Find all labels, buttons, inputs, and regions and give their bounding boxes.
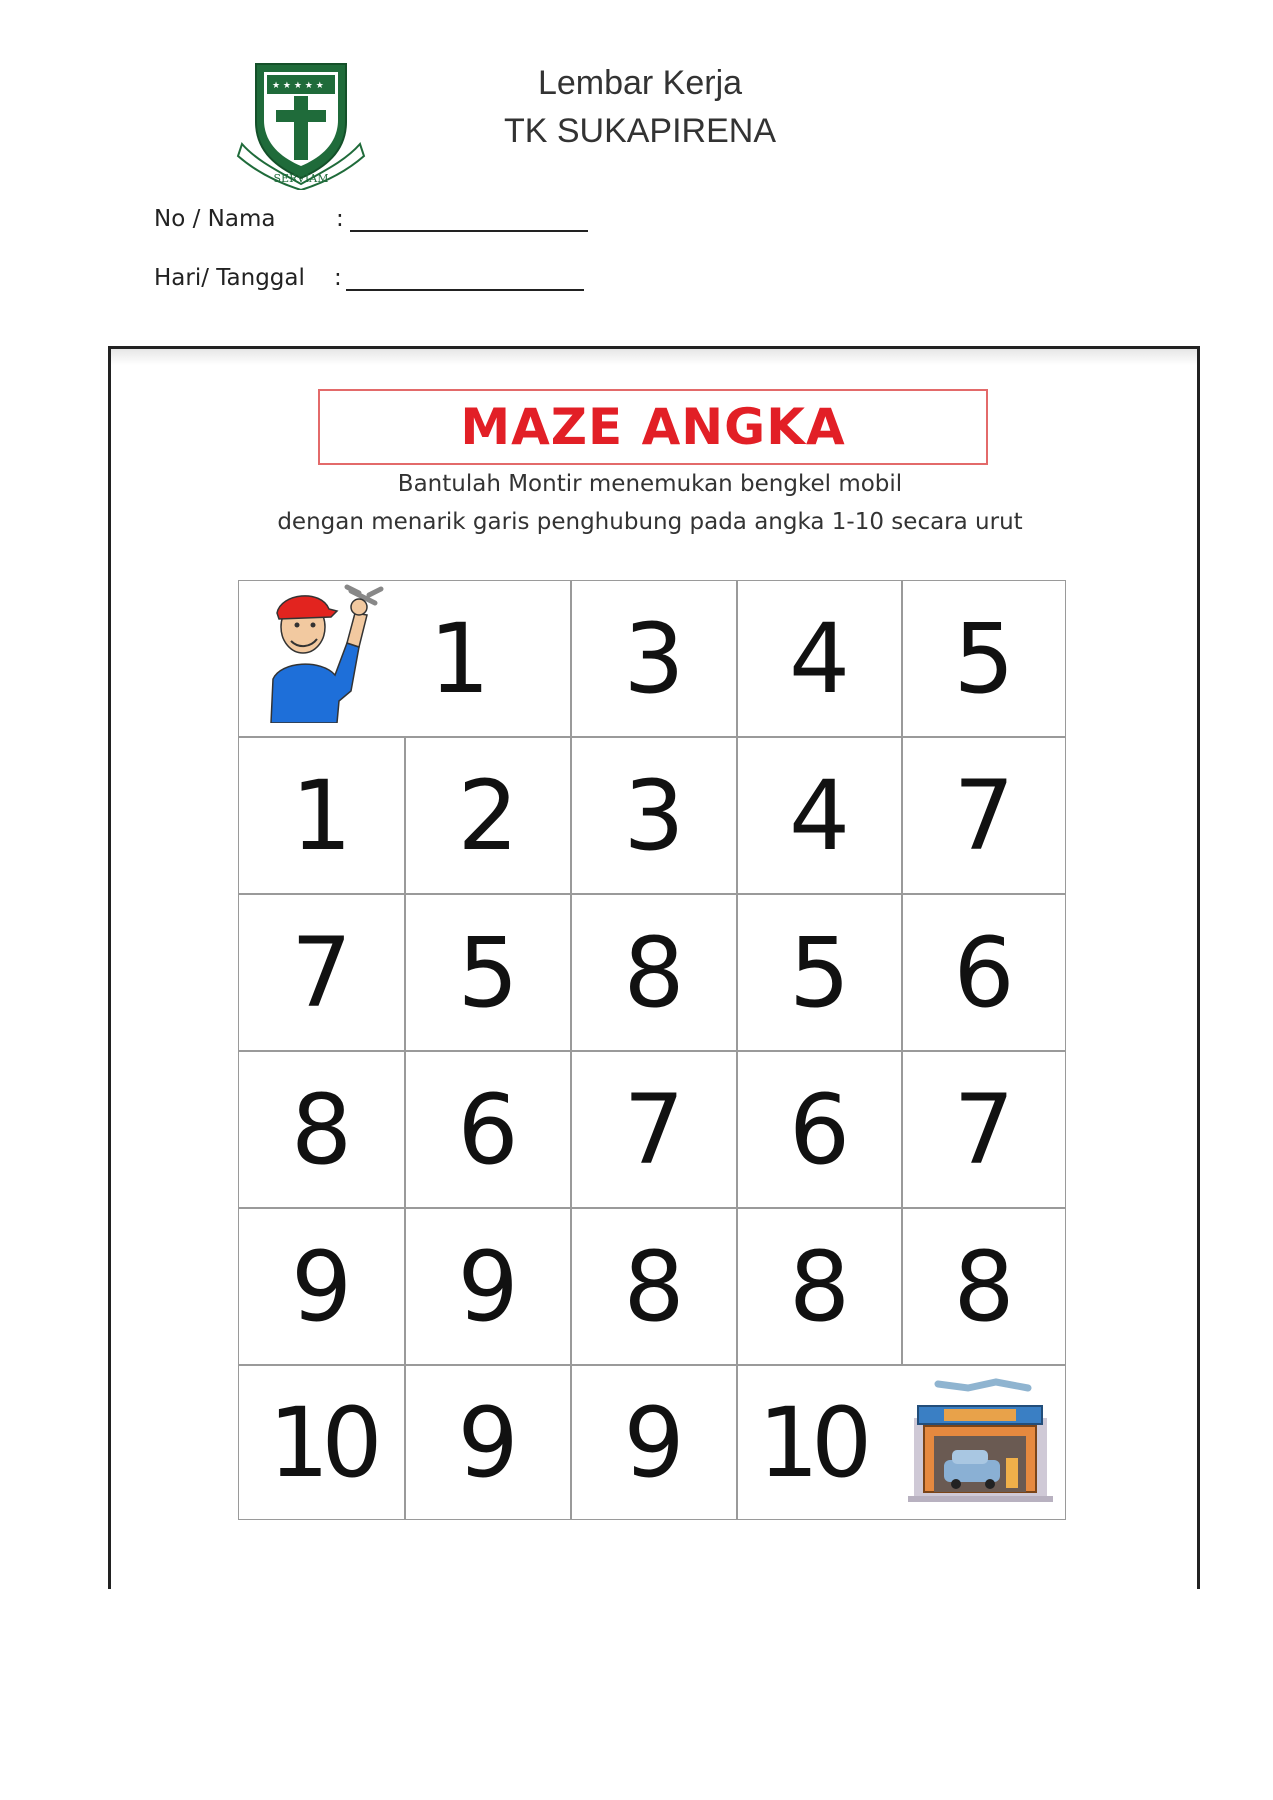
school-name: TK SUKAPIRENA (503, 112, 777, 150)
maze-number[interactable]: 9 (405, 1208, 571, 1365)
date-field (154, 265, 342, 291)
name-blank-line[interactable] (350, 230, 588, 232)
maze-number[interactable]: 7 (902, 1051, 1066, 1208)
maze-title: MAZE ANGKA (460, 398, 846, 456)
maze-number[interactable]: 6 (405, 1051, 571, 1208)
instruction-line-2: dengan menarik garis penghubung pada angka 1-10 secara urut (277, 509, 1023, 535)
number-maze-grid (238, 580, 1066, 1520)
instruction-line-1: Bantulah Montir menemukan bengkel mobil (397, 471, 903, 497)
maze-number[interactable]: 8 (902, 1208, 1066, 1365)
maze-number[interactable]: 7 (571, 1051, 737, 1208)
school-logo (236, 60, 366, 190)
maze-number[interactable]: 5 (405, 894, 571, 1051)
maze-number[interactable]: 8 (571, 894, 737, 1051)
start-cell (238, 580, 571, 737)
frame-shadow (111, 349, 1197, 365)
maze-number[interactable]: 9 (238, 1208, 405, 1365)
maze-number[interactable]: 1 (429, 602, 491, 715)
maze-number[interactable]: 2 (405, 737, 571, 894)
date-colon: : (334, 265, 342, 291)
svg-text:★ ★ ★ ★ ★: ★ ★ ★ ★ ★ (272, 81, 324, 91)
maze-number[interactable]: 5 (737, 894, 902, 1051)
mechanic-icon (251, 583, 389, 723)
maze-title-box (318, 389, 988, 465)
worksheet-heading: Lembar Kerja (537, 64, 743, 102)
maze-number[interactable]: 8 (238, 1051, 405, 1208)
maze-number[interactable]: 7 (238, 894, 405, 1051)
maze-number[interactable]: 3 (571, 737, 737, 894)
svg-text:SERVIAM: SERVIAM (273, 172, 329, 185)
maze-number[interactable]: 7 (902, 737, 1066, 894)
maze-number[interactable]: 6 (902, 894, 1066, 1051)
finish-cell (737, 1365, 1066, 1520)
maze-number[interactable]: 4 (737, 737, 902, 894)
maze-number[interactable]: 10 (758, 1386, 865, 1499)
maze-number[interactable]: 8 (737, 1208, 902, 1365)
maze-number[interactable]: 8 (571, 1208, 737, 1365)
date-blank-line[interactable] (346, 289, 584, 291)
maze-number[interactable]: 1 (238, 737, 405, 894)
maze-number[interactable]: 4 (737, 580, 902, 737)
name-label: No / Nama (154, 206, 276, 232)
name-colon: : (336, 206, 344, 232)
date-label: Hari/ Tanggal (154, 265, 305, 291)
maze-number[interactable]: 9 (571, 1365, 737, 1520)
maze-number[interactable]: 3 (571, 580, 737, 737)
maze-number[interactable]: 9 (405, 1365, 571, 1520)
maze-number[interactable]: 6 (737, 1051, 902, 1208)
car-service-garage-icon (908, 1378, 1053, 1508)
name-field (154, 206, 344, 232)
maze-number[interactable]: 5 (902, 580, 1066, 737)
maze-number[interactable]: 10 (238, 1365, 405, 1520)
